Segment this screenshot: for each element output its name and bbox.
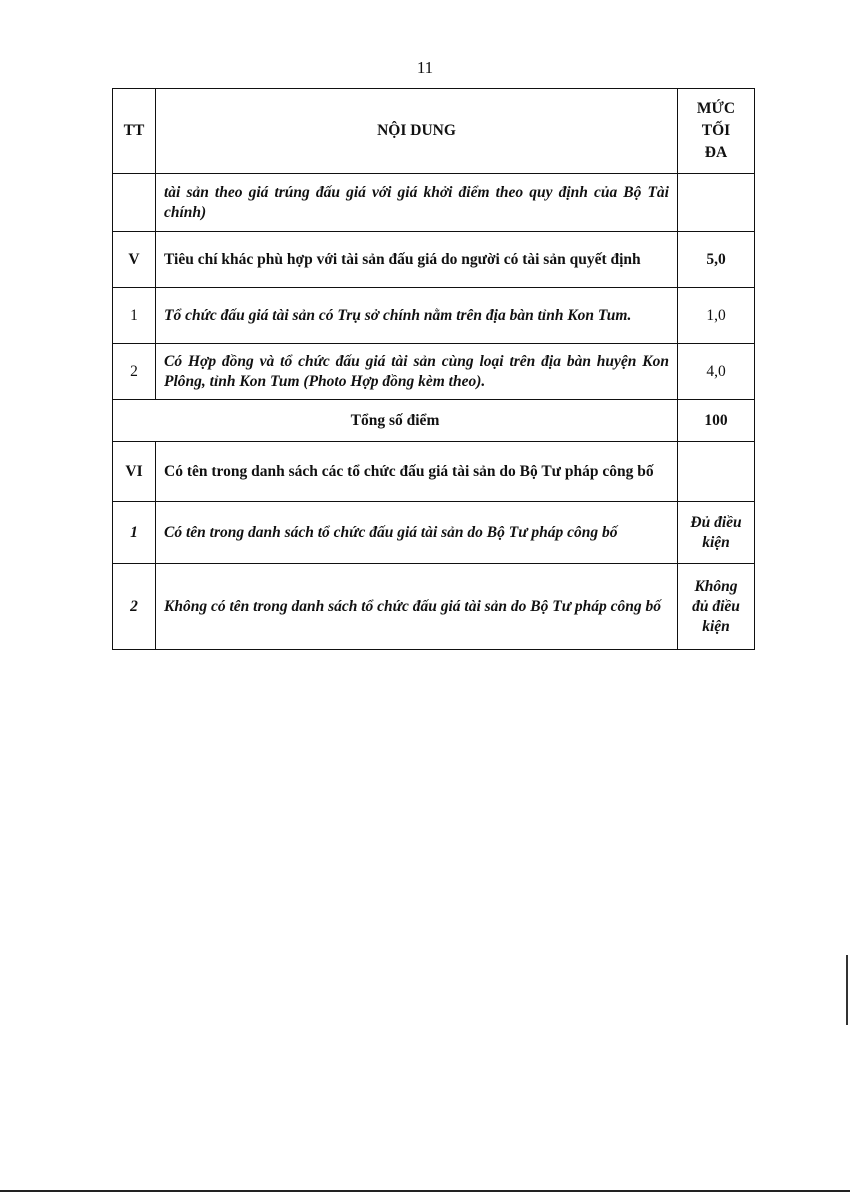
total-row xyxy=(113,400,755,442)
row-tt: 2 xyxy=(113,344,156,400)
row-max-score xyxy=(678,502,755,564)
row-content: Tiêu chí khác phù hợp với tài sản đấu giá do người có tài sản quyết định xyxy=(156,232,678,288)
row-max-score xyxy=(678,174,755,232)
row-max-score-line: đủ điều xyxy=(692,597,740,615)
table-row xyxy=(113,344,755,400)
total-value: 100 xyxy=(678,400,755,442)
table-row xyxy=(113,288,755,344)
row-content: Có Hợp đồng và tổ chức đấu giá tài sản cùng loại trên địa bàn huyện Kon Plông, tỉnh Kon Tum (Photo Hợp đồng kèm theo). xyxy=(156,344,678,400)
row-content: tài sản theo giá trúng đấu giá với giá khởi điểm theo quy định của Bộ Tài chính) xyxy=(156,174,678,232)
page-number: 11 xyxy=(416,58,434,77)
row-max-score xyxy=(678,442,755,502)
row-max-score-line: Không xyxy=(694,577,738,595)
page-bottom-rule xyxy=(0,1190,850,1192)
row-max-score xyxy=(678,564,755,650)
row-max-score: 5,0 xyxy=(678,232,755,288)
table-row xyxy=(113,502,755,564)
row-tt: 1 xyxy=(113,502,156,564)
total-label: Tổng số điểm xyxy=(113,400,678,442)
table-row xyxy=(113,232,755,288)
row-tt: VI xyxy=(113,442,156,502)
header-tt: TT xyxy=(113,89,156,174)
table-row xyxy=(113,442,755,502)
row-max-score-line: kiện xyxy=(702,617,730,635)
row-max-score: 4,0 xyxy=(678,344,755,400)
header-muc-line: TỐI xyxy=(701,122,731,139)
table-row xyxy=(113,174,755,232)
scan-edge-mark xyxy=(846,955,848,1025)
header-noidung: NỘI DUNG xyxy=(156,89,678,174)
row-max-score: 1,0 xyxy=(678,288,755,344)
table-row xyxy=(113,564,755,650)
row-tt: 2 xyxy=(113,564,156,650)
row-tt: V xyxy=(113,232,156,288)
row-content: Tổ chức đấu giá tài sản có Trụ sở chính nằm trên địa bàn tỉnh Kon Tum. xyxy=(156,288,678,344)
row-content: Có tên trong danh sách tổ chức đấu giá tài sản do Bộ Tư pháp công bố xyxy=(156,502,678,564)
row-max-score-line: Đủ điều xyxy=(690,513,742,531)
row-tt: 1 xyxy=(113,288,156,344)
scoring-criteria-table xyxy=(112,88,755,650)
row-max-score-line: kiện xyxy=(702,533,730,551)
header-muc-toi-da xyxy=(678,89,755,174)
row-content: Không có tên trong danh sách tổ chức đấu giá tài sản do Bộ Tư pháp công bố xyxy=(156,564,678,650)
row-content: Có tên trong danh sách các tổ chức đấu giá tài sản do Bộ Tư pháp công bố xyxy=(156,442,678,502)
table-header-row xyxy=(113,89,755,174)
header-muc-line: ĐA xyxy=(704,144,728,161)
row-tt xyxy=(113,174,156,232)
header-muc-line: MỨC xyxy=(696,100,736,117)
